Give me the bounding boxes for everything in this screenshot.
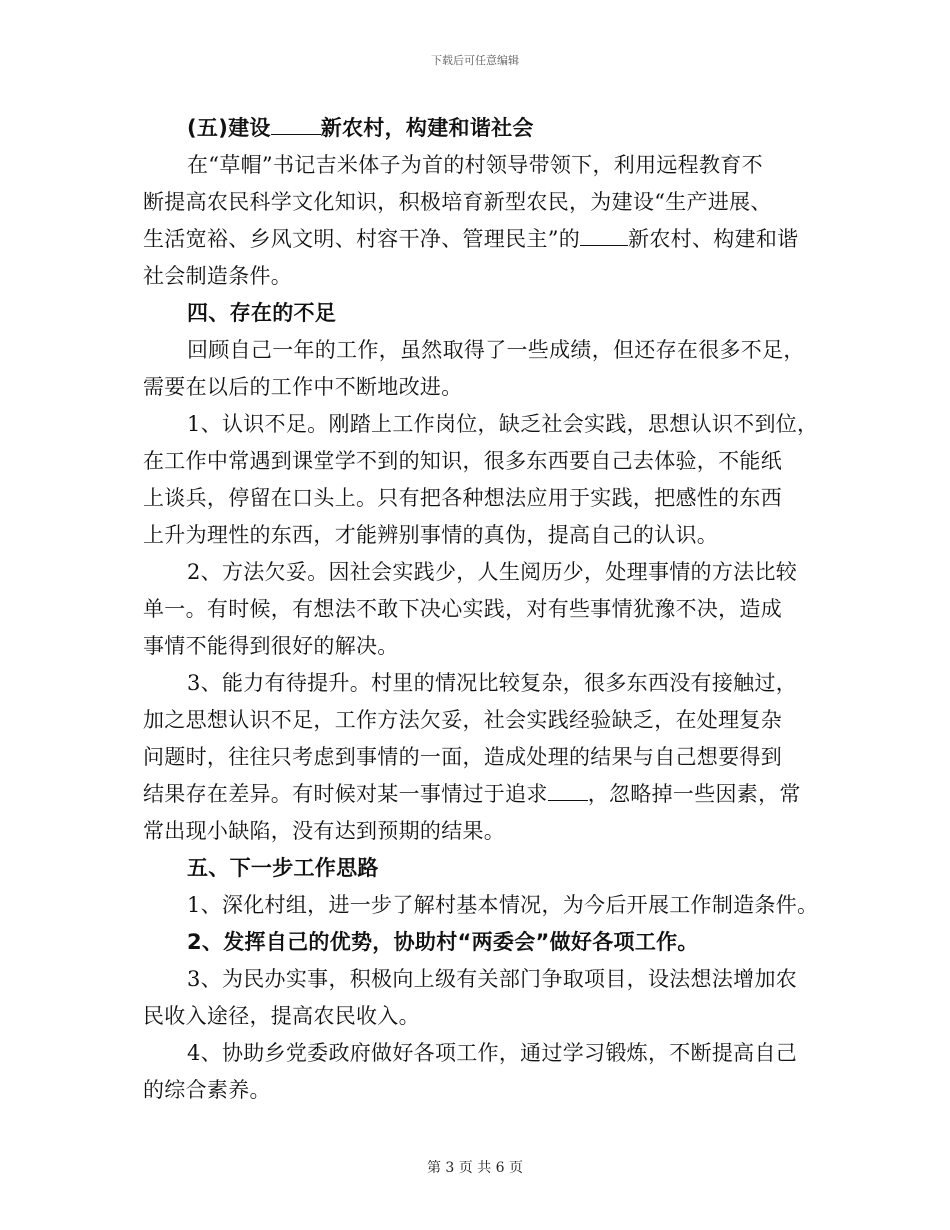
bold-paragraph-line: 2、发挥自己的优势，协助村“两委会”做好各项工作。	[187, 930, 699, 954]
paragraph-line: 加之思想认识不足，工作方法欠妥，社会实践经验缺乏，在处理复杂	[143, 708, 782, 732]
paragraph-line: 常出现小缺陷，没有达到预期的结果。	[143, 819, 506, 843]
paragraph-line: 需要在以后的工作中不断地改进。	[143, 375, 463, 399]
paragraph-line: 事情不能得到很好的解决。	[143, 634, 399, 658]
paragraph-line: 断提高农民科学文化知识，积极培育新型农民，为建设“生产进展、	[143, 190, 772, 214]
blank-underline	[271, 112, 321, 135]
paragraph-line: 单一。有时候，有想法不敢下决心实践，对有些事情犹豫不决，造成	[143, 597, 782, 621]
paragraph-line: 回顾自己一年的工作，虽然取得了一些成绩，但还存在很多不足，	[187, 338, 805, 362]
page-footer: 第 3 页 共 6 页	[426, 1160, 524, 1176]
paragraph-line: 在“草帽”书记吉米体子为首的村领导带领下，利用远程教育不	[187, 153, 763, 177]
page-header: 下载后可任意编辑	[431, 54, 519, 67]
paragraph-line: 的综合素养。	[143, 1078, 271, 1102]
paragraph-line: 上谈兵，停留在口头上。只有把各种想法应用于实践，把感性的东西	[143, 486, 782, 510]
section-heading-5-next: 五、下一步工作思路	[187, 856, 379, 880]
paragraph-line: 生活宽裕、乡风文明、村容干净、管理民主”的 新农村、构建和谐	[143, 221, 833, 258]
document-body	[143, 110, 833, 1109]
paragraph-line: 问题时，往往只考虑到事情的一面，造成处理的结果与自己想要得到	[143, 745, 782, 769]
paragraph-line: 民收入途径，提高农民收入。	[143, 1004, 420, 1028]
paragraph-line: 1、深化村组，进一步了解村基本情况，为今后开展工作制造条件。	[187, 893, 819, 917]
paragraph-line: 上升为理性的东西，才能辨别事情的真伪，提高自己的认识。	[143, 523, 719, 547]
paragraph-line: 1、认识不足。刚踏上工作岗位，缺乏社会实践，思想认识不到位，	[187, 412, 819, 436]
paragraph-line: 社会制造条件。	[143, 264, 293, 288]
blank-underline	[580, 223, 628, 246]
blank-underline	[548, 778, 588, 801]
paragraph-line: 4、协助乡党委政府做好各项工作，通过学习锻炼，不断提高自己	[187, 1041, 798, 1065]
paragraph-line: 3、能力有待提升。村里的情况比较复杂，很多东西没有接触过，	[187, 671, 798, 695]
paragraph-line: 3、为民办实事，积极向上级有关部门争取项目，设法想法增加农	[187, 967, 798, 991]
section-heading-4: 四、存在的不足	[187, 301, 337, 325]
paragraph-line: 结果存在差异。有时候对某一事情过于追求 ，忽略掉一些因素，常	[143, 776, 833, 813]
paragraph-line: 2、方法欠妥。因社会实践少，人生阅历少，处理事情的方法比较	[187, 560, 798, 584]
paragraph-line: 在工作中常遇到课堂学不到的知识，很多东西要自己去体验，不能纸	[143, 449, 782, 473]
section-heading-5: (五)建设 新农村，构建和谐社会	[143, 110, 833, 147]
